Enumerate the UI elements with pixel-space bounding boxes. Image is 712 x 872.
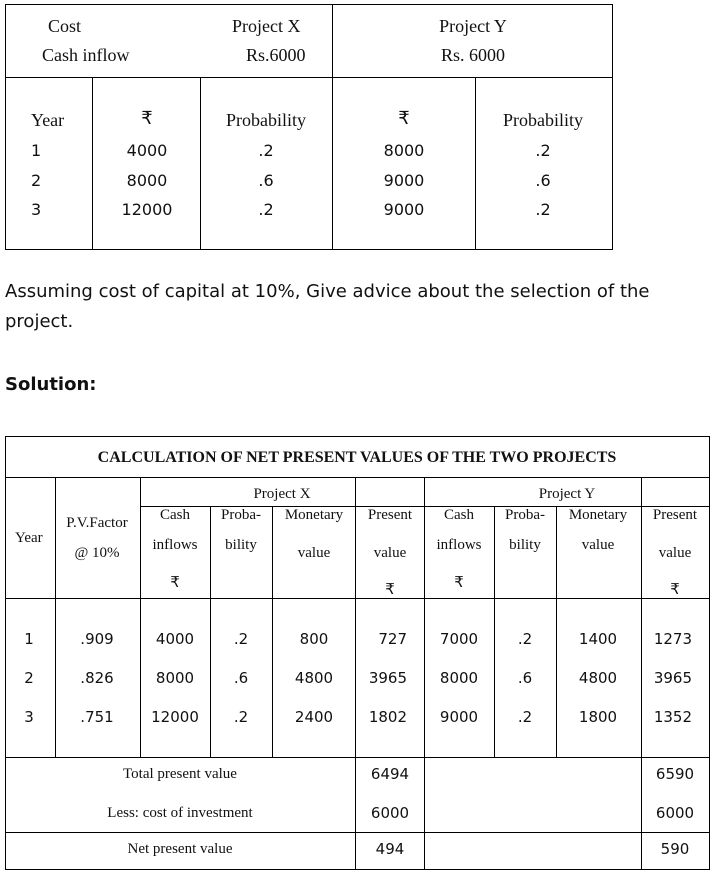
npv-year-header: Year [15, 530, 43, 546]
x-cash-header-line1: Cash [160, 507, 190, 523]
solution-label: Solution: [5, 374, 97, 395]
npv-row2-year: 2 [24, 669, 34, 687]
project-y-header: Project Y [439, 16, 507, 36]
npv-label: Net present value [127, 841, 233, 857]
question-text-line2: project. [5, 311, 74, 332]
rupee-header-y: ₹ [398, 108, 410, 129]
npv-row3-pvf: .751 [80, 708, 114, 726]
project-x-cost: Rs.6000 [246, 45, 306, 65]
npv-row2-x-present: 3965 [368, 669, 407, 687]
npv-row3-y-present: 1352 [653, 708, 692, 726]
x-cash-rupee: ₹ [170, 573, 180, 591]
npv-row1-y-present: 1273 [653, 630, 692, 648]
total-pv-x: 6494 [370, 765, 410, 783]
cost-label: Cost [48, 16, 82, 36]
pv-factor-header-line2: @ 10% [74, 545, 120, 561]
npv-y: 590 [660, 840, 690, 858]
total-pv-y: 6590 [655, 765, 695, 783]
top-y-prob-3: .2 [535, 200, 551, 219]
top-y-cash-3: 9000 [383, 200, 425, 219]
less-cost-x: 6000 [370, 804, 410, 822]
y-prob-header-line2: bility [509, 537, 541, 553]
top-x-prob-3: .2 [258, 200, 274, 219]
y-cash-rupee: ₹ [454, 573, 464, 591]
probability-header-y: Probability [503, 110, 583, 130]
npv-row3-x-cash: 12000 [151, 708, 199, 726]
probability-header-x: Probability [226, 110, 306, 130]
top-y-prob-2: .6 [535, 171, 551, 190]
npv-row3-x-prob: .2 [233, 708, 249, 726]
x-prob-header-line1: Proba- [221, 507, 261, 523]
y-present-header-line2: value [658, 545, 692, 561]
top-y-cash-2: 9000 [383, 171, 425, 190]
top-year-1: 1 [31, 141, 42, 160]
npv-row2-pvf: .826 [80, 669, 114, 687]
x-cash-header-line2: inflows [152, 537, 198, 553]
npv-row3-y-cash: 9000 [439, 708, 479, 726]
npv-row1-x-present: 727 [378, 630, 407, 648]
top-x-cash-2: 8000 [126, 171, 168, 190]
x-monetary-header-line2: value [297, 545, 331, 561]
top-x-cash-1: 4000 [126, 141, 168, 160]
y-monetary-header-line1: Monetary [568, 507, 628, 523]
npv-row1-y-prob: .2 [517, 630, 533, 648]
npv-row3-year: 3 [24, 708, 34, 726]
y-present-rupee: ₹ [670, 580, 680, 598]
top-y-prob-1: .2 [535, 141, 551, 160]
project-y-cost: Rs. 6000 [440, 45, 506, 65]
npv-row2-x-prob: .6 [233, 669, 249, 687]
npv-row3-x-monetary: 2400 [294, 708, 334, 726]
y-prob-header-line1: Proba- [505, 507, 545, 523]
npv-table-title: CALCULATION OF NET PRESENT VALUES OF THE TWO PROJECTS [97, 449, 617, 466]
total-pv-label: Total present value [123, 766, 237, 782]
x-present-header-line1: Present [367, 507, 413, 523]
y-cash-header-line1: Cash [444, 507, 474, 523]
less-cost-label: Less: cost of investment [107, 805, 253, 821]
npv-project-x-header: Project X [253, 486, 311, 502]
npv-row2-y-present: 3965 [653, 669, 692, 687]
rupee-header-x: ₹ [141, 108, 153, 129]
project-x-header: Project X [232, 16, 301, 36]
npv-row1-x-prob: .2 [233, 630, 249, 648]
x-prob-header-line2: bility [225, 537, 257, 553]
y-cash-header-line2: inflows [436, 537, 482, 553]
npv-row1-x-monetary: 800 [299, 630, 329, 648]
x-present-rupee: ₹ [385, 580, 395, 598]
top-x-cash-3: 12000 [121, 200, 173, 219]
y-present-header-line1: Present [652, 507, 698, 523]
top-x-prob-1: .2 [258, 141, 274, 160]
npv-row1-year: 1 [24, 630, 34, 648]
npv-row3-y-prob: .2 [517, 708, 533, 726]
question-text-line1: Assuming cost of capital at 10%, Give advice about the selection of the [5, 281, 650, 302]
npv-row2-y-cash: 8000 [439, 669, 479, 687]
top-year-2: 2 [31, 171, 42, 190]
top-y-cash-1: 8000 [383, 141, 425, 160]
top-year-3: 3 [31, 200, 42, 219]
npv-row2-y-monetary: 4800 [578, 669, 618, 687]
npv-row3-y-monetary: 1800 [578, 708, 618, 726]
npv-row2-y-prob: .6 [517, 669, 533, 687]
npv-row2-x-cash: 8000 [155, 669, 195, 687]
x-present-header-line2: value [373, 545, 407, 561]
npv-x: 494 [375, 840, 405, 858]
npv-row3-x-present: 1802 [368, 708, 407, 726]
npv-project-y-header: Project Y [538, 486, 596, 502]
top-x-prob-2: .6 [258, 171, 274, 190]
pv-factor-header-line1: P.V.Factor [66, 515, 128, 531]
npv-row1-pvf: .909 [80, 630, 114, 648]
npv-row1-y-cash: 7000 [439, 630, 479, 648]
less-cost-y: 6000 [655, 804, 695, 822]
y-monetary-header-line2: value [581, 537, 615, 553]
year-header: Year [31, 110, 65, 130]
npv-row2-x-monetary: 4800 [294, 669, 334, 687]
npv-row1-x-cash: 4000 [155, 630, 195, 648]
npv-row1-y-monetary: 1400 [578, 630, 618, 648]
cash-inflow-label: Cash inflow [42, 45, 130, 65]
x-monetary-header-line1: Monetary [284, 507, 344, 523]
